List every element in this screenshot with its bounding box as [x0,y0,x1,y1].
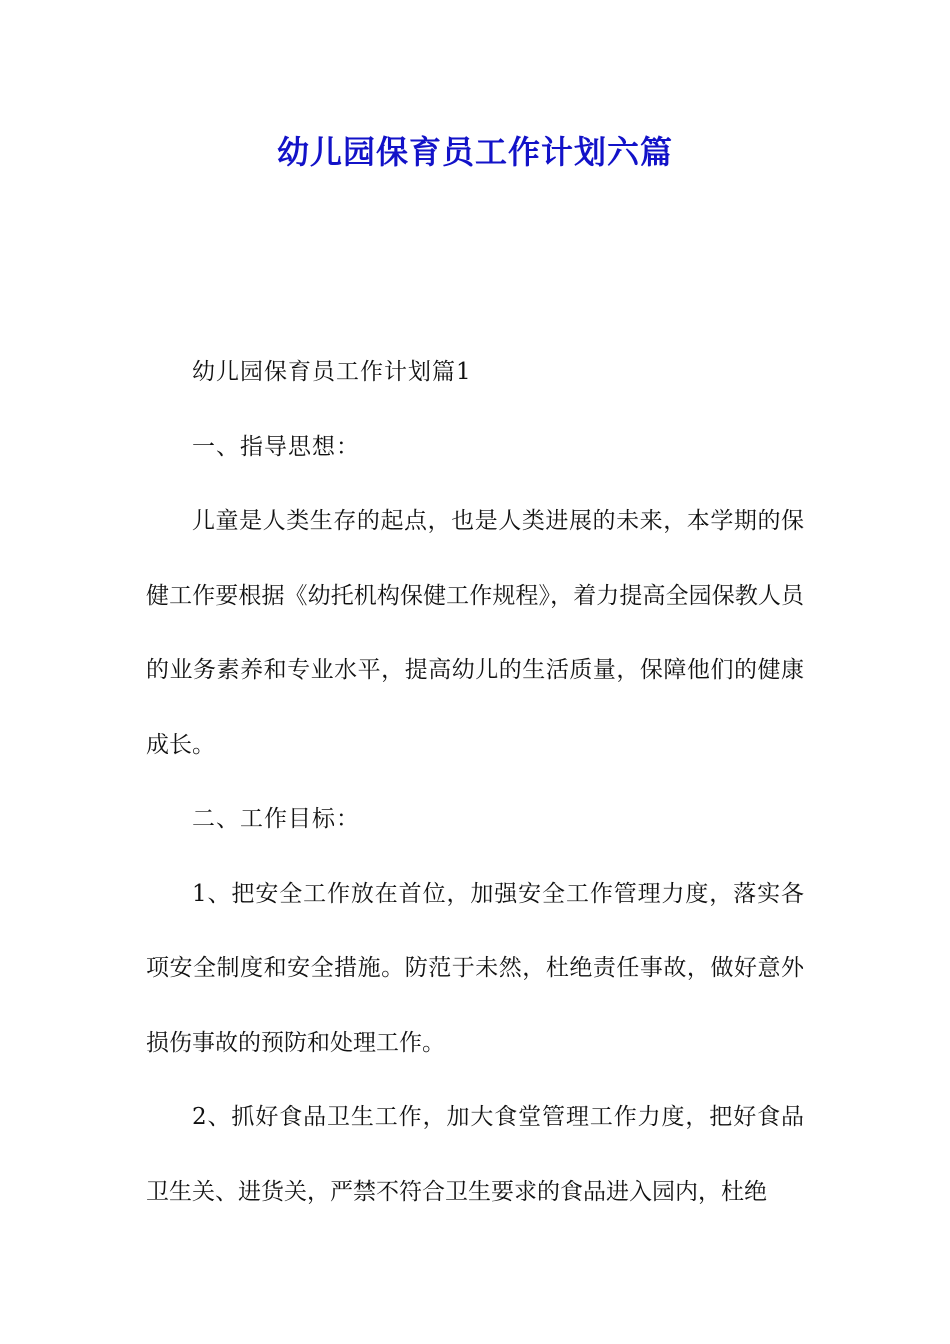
document-body [146,335,804,1229]
document-title: 幼儿园保育员工作计划六篇 [276,133,673,171]
paragraph-guiding-thought: 儿童是人类生存的起点，也是人类进展的未来，本学期的保健工作要根据《幼托机构保健工作规程》，着力提高全园保教人员的业务素养和专业水平，提高幼儿的生活质量，保障他们的健康成长。 [146,508,804,758]
heading-work-goals: 二、工作目标： [192,806,360,832]
heading-guiding-thought: 一、指导思想： [192,433,360,460]
goal-item-2: 2、抓好食品卫生工作，加大食堂管理工作力度，把好食品卫生关、进货关，严禁不符合卫生要求的食品进入园内，杜绝 [146,1104,804,1205]
goal-item-1: 1、把安全工作放在首位，加强安全工作管理力度，落实各项安全制度和安全措施。防范于未然，杜绝责任事故，做好意外损伤事故的预防和处理工作。 [146,880,804,1056]
section-heading: 幼儿园保育员工作计划篇1 [192,359,472,385]
